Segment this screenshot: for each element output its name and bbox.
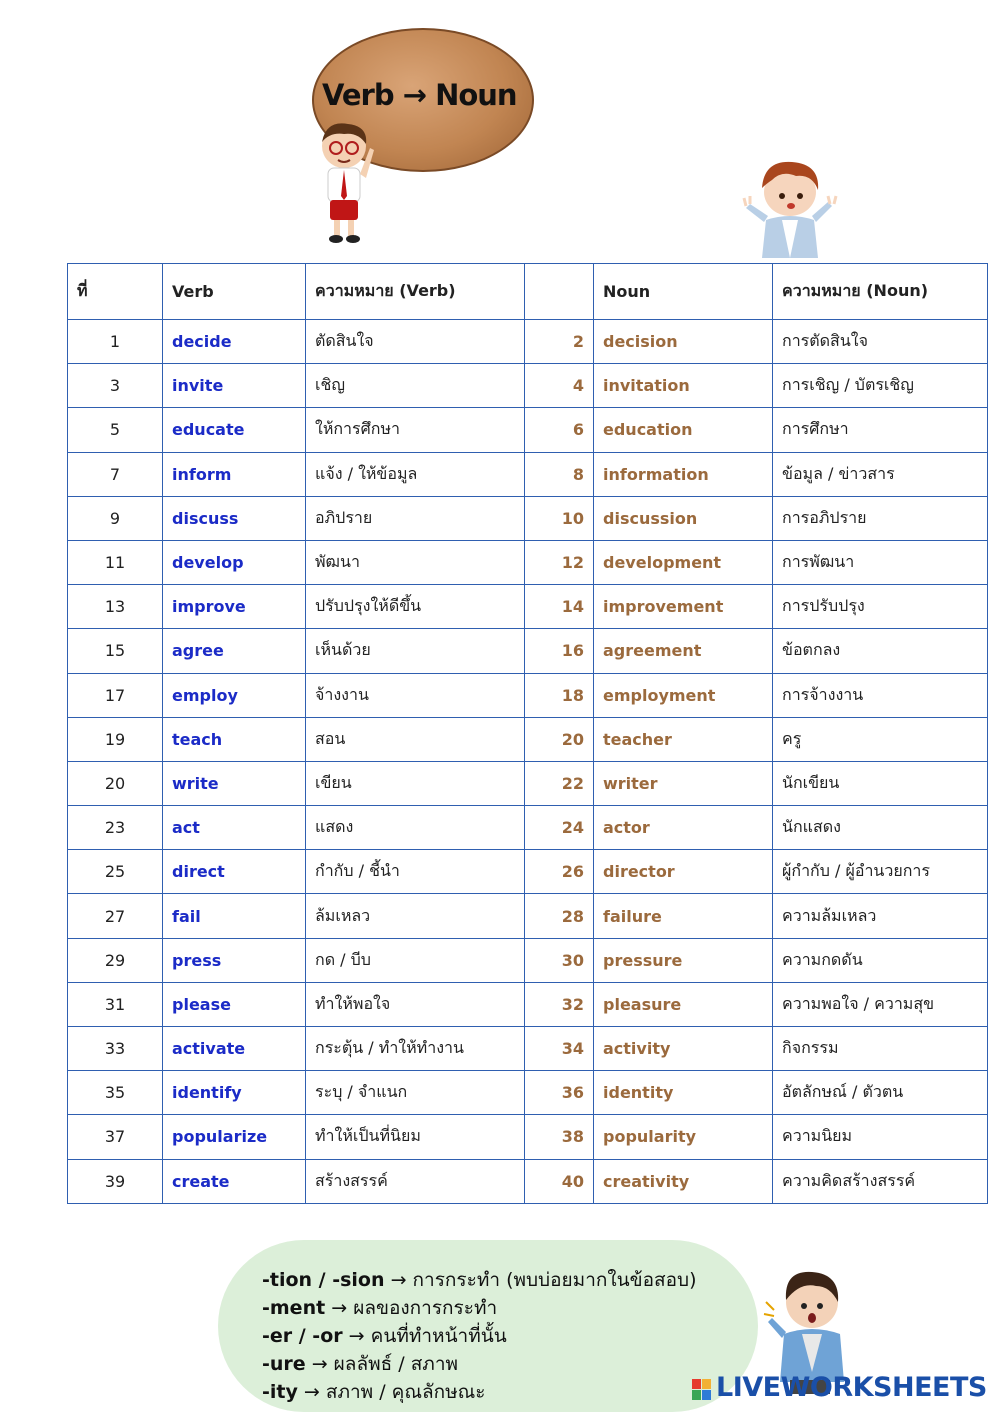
- noun-word: pleasure: [594, 982, 773, 1026]
- noun-number: 26: [525, 850, 594, 894]
- header-verb: Verb: [163, 264, 306, 320]
- noun-meaning: อัตลักษณ์ / ตัวตน: [773, 1071, 988, 1115]
- verb-number: 7: [68, 452, 163, 496]
- verb-word: identify: [163, 1071, 306, 1115]
- verb-meaning: แจ้ง / ให้ข้อมูล: [306, 452, 525, 496]
- verb-meaning: ระบุ / จำแนก: [306, 1071, 525, 1115]
- verb-number: 17: [68, 673, 163, 717]
- verb-number: 3: [68, 364, 163, 408]
- table-row: [68, 1159, 988, 1203]
- tip-line: [262, 1349, 458, 1379]
- verb-meaning: พัฒนา: [306, 540, 525, 584]
- verb-meaning: กระตุ้น / ทำให้ทำงาน: [306, 1027, 525, 1071]
- noun-word: discussion: [594, 496, 773, 540]
- verb-meaning: ให้การศึกษา: [306, 408, 525, 452]
- table-row: [68, 673, 988, 717]
- noun-meaning: ความกดดัน: [773, 938, 988, 982]
- table-row: [68, 452, 988, 496]
- noun-meaning: ข้อตกลง: [773, 629, 988, 673]
- noun-number: 8: [525, 452, 594, 496]
- verb-meaning: จ้างงาน: [306, 673, 525, 717]
- noun-word: agreement: [594, 629, 773, 673]
- liveworksheets-logo-icon: [692, 1379, 712, 1401]
- verb-word: improve: [163, 585, 306, 629]
- noun-word: pressure: [594, 938, 773, 982]
- header-noun: Noun: [594, 264, 773, 320]
- table-row: [68, 540, 988, 584]
- noun-word: identity: [594, 1071, 773, 1115]
- noun-word: creativity: [594, 1159, 773, 1203]
- verb-word: educate: [163, 408, 306, 452]
- table-row: [68, 761, 988, 805]
- verb-meaning: เห็นด้วย: [306, 629, 525, 673]
- verb-word: press: [163, 938, 306, 982]
- tip-meaning: → สภาพ / คุณลักษณะ: [303, 1381, 486, 1403]
- verb-meaning: อภิปราย: [306, 496, 525, 540]
- verb-word: teach: [163, 717, 306, 761]
- verb-meaning: แสดง: [306, 806, 525, 850]
- table-row: [68, 1027, 988, 1071]
- noun-word: decision: [594, 320, 773, 364]
- verb-word: act: [163, 806, 306, 850]
- verb-word: invite: [163, 364, 306, 408]
- tip-suffix: -tion / -sion: [262, 1269, 385, 1291]
- tip-meaning: → ผลของการกระทำ: [331, 1297, 498, 1319]
- verb-word: create: [163, 1159, 306, 1203]
- verb-number: 39: [68, 1159, 163, 1203]
- table-row: [68, 408, 988, 452]
- tip-suffix: -ment: [262, 1297, 326, 1319]
- noun-word: employment: [594, 673, 773, 717]
- table-row: [68, 585, 988, 629]
- verb-number: 37: [68, 1115, 163, 1159]
- noun-word: actor: [594, 806, 773, 850]
- verb-meaning: เชิญ: [306, 364, 525, 408]
- noun-meaning: การตัดสินใจ: [773, 320, 988, 364]
- noun-number: 20: [525, 717, 594, 761]
- verb-number: 13: [68, 585, 163, 629]
- header-noun-meaning: ความหมาย (Noun): [773, 264, 988, 320]
- noun-word: popularity: [594, 1115, 773, 1159]
- verb-word: develop: [163, 540, 306, 584]
- noun-number: 12: [525, 540, 594, 584]
- noun-number: 18: [525, 673, 594, 717]
- verb-number: 29: [68, 938, 163, 982]
- noun-number: 2: [525, 320, 594, 364]
- verb-meaning: กด / บีบ: [306, 938, 525, 982]
- table-row: [68, 717, 988, 761]
- verb-number: 1: [68, 320, 163, 364]
- verb-meaning: ล้มเหลว: [306, 894, 525, 938]
- tip-suffix: -er / -or: [262, 1325, 343, 1347]
- verb-meaning: สอน: [306, 717, 525, 761]
- table-row: [68, 982, 988, 1026]
- noun-number: 34: [525, 1027, 594, 1071]
- tip-line: [262, 1321, 507, 1351]
- noun-meaning: การจ้างงาน: [773, 673, 988, 717]
- noun-meaning: การเชิญ / บัตรเชิญ: [773, 364, 988, 408]
- noun-word: director: [594, 850, 773, 894]
- boy-with-glasses-illustration: [308, 118, 378, 246]
- noun-meaning: ข้อมูล / ข่าวสาร: [773, 452, 988, 496]
- verb-word: write: [163, 761, 306, 805]
- verb-meaning: ปรับปรุงให้ดีขึ้น: [306, 585, 525, 629]
- header-number-2: [525, 264, 594, 320]
- verb-number: 20: [68, 761, 163, 805]
- noun-number: 4: [525, 364, 594, 408]
- noun-word: activity: [594, 1027, 773, 1071]
- noun-number: 6: [525, 408, 594, 452]
- verb-meaning: เขียน: [306, 761, 525, 805]
- verb-word: agree: [163, 629, 306, 673]
- noun-meaning: นักเขียน: [773, 761, 988, 805]
- tip-meaning: → ผลลัพธ์ / สภาพ: [311, 1353, 459, 1375]
- noun-meaning: การพัฒนา: [773, 540, 988, 584]
- tip-suffix: -ity: [262, 1381, 298, 1403]
- tip-line: [262, 1293, 497, 1323]
- noun-meaning: การอภิปราย: [773, 496, 988, 540]
- noun-number: 30: [525, 938, 594, 982]
- verb-meaning: ตัดสินใจ: [306, 320, 525, 364]
- table-row: [68, 938, 988, 982]
- table-row: [68, 1071, 988, 1115]
- table-row: [68, 629, 988, 673]
- verb-word: popularize: [163, 1115, 306, 1159]
- liveworksheets-logo: LIVEWORKSHEETS: [716, 1372, 987, 1403]
- noun-meaning: ความคิดสร้างสรรค์: [773, 1159, 988, 1203]
- verb-word: activate: [163, 1027, 306, 1071]
- page-title: Verb → Noun: [322, 78, 517, 112]
- verb-meaning: กำกับ / ชี้นำ: [306, 850, 525, 894]
- verb-meaning: สร้างสรรค์: [306, 1159, 525, 1203]
- verb-number: 9: [68, 496, 163, 540]
- verb-number: 5: [68, 408, 163, 452]
- noun-word: teacher: [594, 717, 773, 761]
- table-header-row: [68, 264, 988, 320]
- header-number: ที่: [68, 264, 163, 320]
- noun-number: 24: [525, 806, 594, 850]
- noun-meaning: การศึกษา: [773, 408, 988, 452]
- tip-line: [262, 1265, 697, 1295]
- tip-meaning: → การกระทำ (พบบ่อยมากในข้อสอบ): [390, 1269, 697, 1291]
- noun-meaning: ครู: [773, 717, 988, 761]
- table-row: [68, 894, 988, 938]
- verb-word: decide: [163, 320, 306, 364]
- noun-number: 36: [525, 1071, 594, 1115]
- table-row: [68, 320, 988, 364]
- verb-number: 31: [68, 982, 163, 1026]
- verb-meaning: ทำให้พอใจ: [306, 982, 525, 1026]
- noun-number: 40: [525, 1159, 594, 1203]
- table-row: [68, 364, 988, 408]
- noun-meaning: ความนิยม: [773, 1115, 988, 1159]
- noun-word: writer: [594, 761, 773, 805]
- table-row: [68, 496, 988, 540]
- verb-word: please: [163, 982, 306, 1026]
- noun-word: education: [594, 408, 773, 452]
- verb-number: 25: [68, 850, 163, 894]
- verb-number: 11: [68, 540, 163, 584]
- noun-word: invitation: [594, 364, 773, 408]
- verb-number: 35: [68, 1071, 163, 1115]
- verb-number: 27: [68, 894, 163, 938]
- vocabulary-table: [67, 263, 988, 1204]
- table-row: [68, 806, 988, 850]
- noun-number: 28: [525, 894, 594, 938]
- noun-meaning: การปรับปรุง: [773, 585, 988, 629]
- noun-word: improvement: [594, 585, 773, 629]
- tip-suffix: -ure: [262, 1353, 306, 1375]
- noun-word: information: [594, 452, 773, 496]
- verb-word: fail: [163, 894, 306, 938]
- noun-meaning: ความพอใจ / ความสุข: [773, 982, 988, 1026]
- boy-peace-sign-illustration: [742, 158, 838, 262]
- verb-word: employ: [163, 673, 306, 717]
- table-row: [68, 850, 988, 894]
- noun-meaning: กิจกรรม: [773, 1027, 988, 1071]
- verb-number: 19: [68, 717, 163, 761]
- noun-number: 38: [525, 1115, 594, 1159]
- noun-meaning: ผู้กำกับ / ผู้อำนวยการ: [773, 850, 988, 894]
- verb-number: 23: [68, 806, 163, 850]
- noun-number: 10: [525, 496, 594, 540]
- noun-number: 16: [525, 629, 594, 673]
- verb-word: inform: [163, 452, 306, 496]
- tip-meaning: → คนที่ทำหน้าที่นั้น: [348, 1325, 507, 1347]
- tip-line: [262, 1377, 486, 1407]
- noun-meaning: ความล้มเหลว: [773, 894, 988, 938]
- noun-word: failure: [594, 894, 773, 938]
- noun-meaning: นักแสดง: [773, 806, 988, 850]
- verb-number: 33: [68, 1027, 163, 1071]
- verb-word: discuss: [163, 496, 306, 540]
- noun-number: 14: [525, 585, 594, 629]
- noun-number: 32: [525, 982, 594, 1026]
- verb-meaning: ทำให้เป็นที่นิยม: [306, 1115, 525, 1159]
- noun-word: development: [594, 540, 773, 584]
- noun-number: 22: [525, 761, 594, 805]
- header-verb-meaning: ความหมาย (Verb): [306, 264, 525, 320]
- verb-number: 15: [68, 629, 163, 673]
- table-row: [68, 1115, 988, 1159]
- verb-word: direct: [163, 850, 306, 894]
